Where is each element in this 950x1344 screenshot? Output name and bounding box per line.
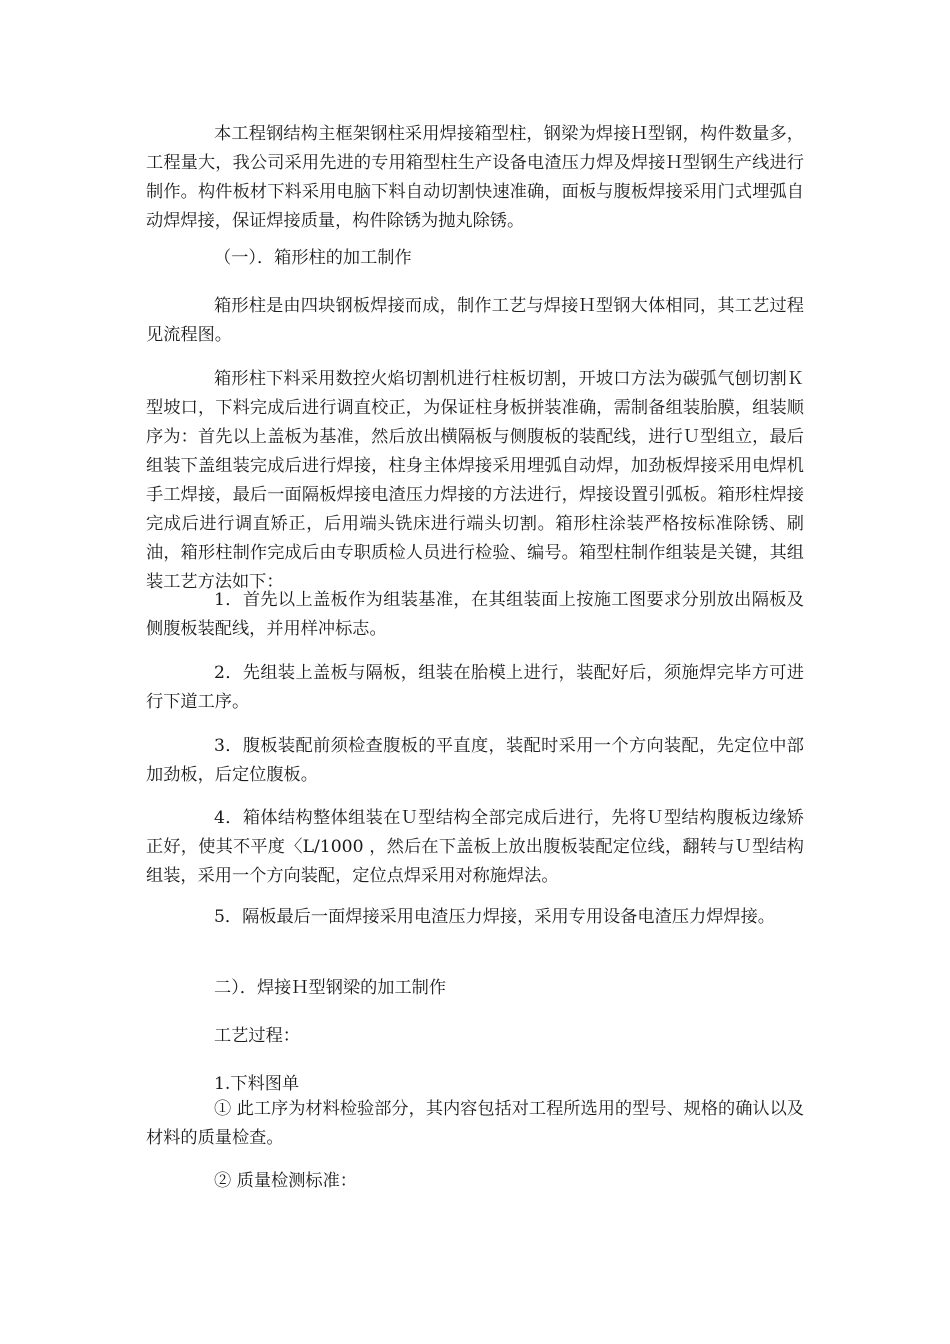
- label-text: 工艺过程：: [214, 1026, 300, 1046]
- list-subitem-text: ② 质量检测标准：: [214, 1171, 357, 1191]
- list-subitem-2: [214, 1167, 804, 1196]
- section-heading-box-column: [214, 244, 804, 273]
- step-5: [146, 903, 804, 932]
- paragraph-box-column-desc: [146, 292, 804, 350]
- paragraph-text: 箱形柱下料采用数控火焰切割机进行柱板切割，开坡口方法为碳弧气刨切割Ｋ型坡口，下料完成后进行调直校正，为保证柱身板拼装准确，需制备组装胎膜，组装顺序为：首先以上盖板为基准，然后放出横隔板与侧腹板的装配线，进行Ｕ型组立，最后组装下盖组装完成后进行焊接，柱身主体焊接采用埋弧自动焊，加劲板焊接采用电焊机手工焊接，最后一面隔板焊接电渣压力焊接的方法进行，焊接设置引弧板。箱形柱焊接完成后进行调直矫正，后用端头铣床进行端头切割。箱形柱涂装严格按标准除锈、刷油，箱形柱制作完成后由专职质检人员进行检验、编号。箱型柱制作组装是关键，其组装工艺方法如下：: [146, 369, 804, 592]
- paragraph-text: 3．腹板装配前须检查腹板的平直度，装配时采用一个方向装配，先定位中部加劲板，后定位腹板。: [146, 736, 804, 785]
- paragraph-text: 1．首先以上盖板作为组装基准，在其组装面上按施工图要求分别放出隔板及侧腹板装配线，并用样冲标志。: [146, 590, 804, 639]
- list-item-text: 1.下料图单: [214, 1074, 300, 1094]
- paragraph-box-column-process: [146, 365, 804, 597]
- heading-text: （一）．箱形柱的加工制作: [214, 248, 412, 268]
- paragraph-intro: [146, 120, 804, 236]
- step-1: [146, 586, 804, 644]
- step-4: [146, 804, 804, 891]
- paragraph-text: 2．先组装上盖板与隔板，组装在胎模上进行，装配好后，须施焊完毕方可进行下道工序。: [146, 663, 804, 712]
- paragraph-text: 箱形柱是由四块钢板焊接而成，制作工艺与焊接Ｈ型钢大体相同，其工艺过程见流程图。: [146, 296, 804, 345]
- paragraph-text: 本工程钢结构主框架钢柱采用焊接箱型柱，钢梁为焊接Ｈ型钢，构件数量多，工程量大，我公司采用先进的专用箱型柱生产设备电渣压力焊及焊接Ｈ型钢生产线进行制作。构件板材下料采用电脑下料自动切割快速准确，面板与腹板焊接采用门式埋弧自动焊焊接，保证焊接质量，构件除锈为抛丸除锈。: [146, 124, 804, 231]
- step-3: [146, 732, 804, 790]
- process-label: [214, 1022, 804, 1051]
- list-subitem-1: [146, 1095, 804, 1153]
- heading-text: 二）．焊接Ｈ型钢梁的加工制作: [214, 978, 447, 998]
- paragraph-text: 5．隔板最后一面焊接采用电渣压力焊接，采用专用设备电渣压力焊焊接。: [214, 907, 775, 927]
- step-2: [146, 659, 804, 717]
- list-subitem-text: ① 此工序为材料检验部分，其内容包括对工程所选用的型号、规格的确认以及材料的质量检查。: [146, 1099, 804, 1148]
- paragraph-text: 4．箱体结构整体组装在Ｕ型结构全部完成后进行，先将Ｕ型结构腹板边缘矫正好，使其不平度〈L/1000 ，然后在下盖板上放出腹板装配定位线，翻转与Ｕ型结构组装，采用一个方向装配，定位点焊采用对称施焊法。: [146, 808, 804, 886]
- section-heading-h-beam: [214, 974, 804, 1003]
